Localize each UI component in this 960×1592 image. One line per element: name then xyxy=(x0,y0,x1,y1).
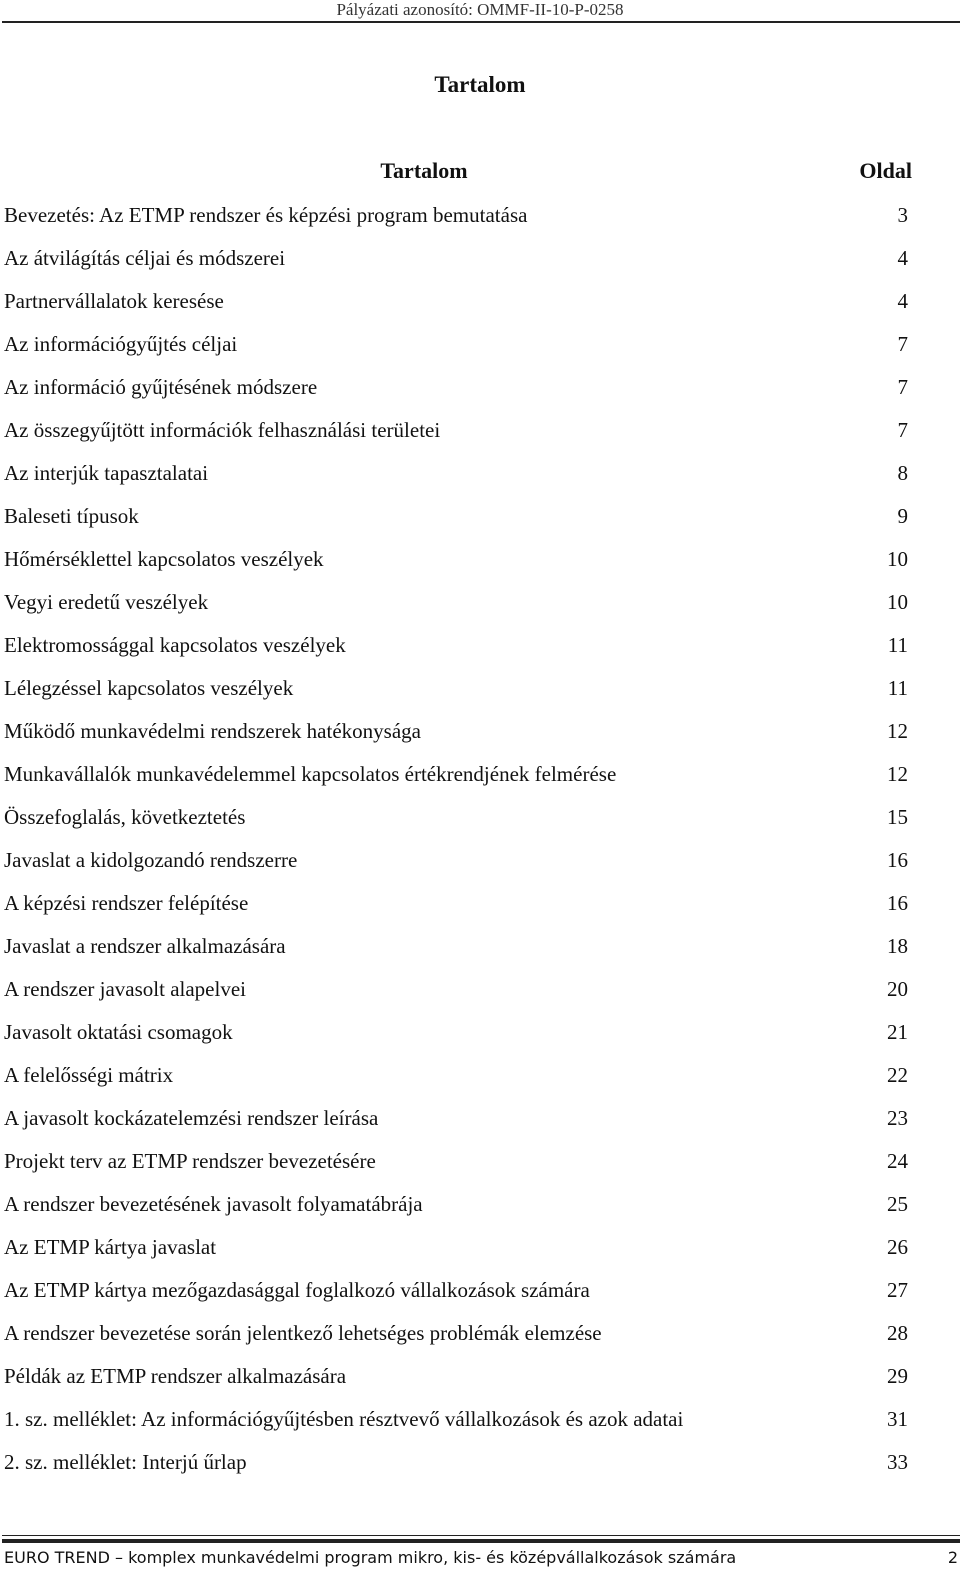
toc-entry xyxy=(4,1398,908,1441)
toc-entry-page: 11 xyxy=(887,633,908,657)
toc-page-column-header: Oldal xyxy=(859,158,912,183)
toc-entry xyxy=(4,323,908,366)
toc-entry-page: 10 xyxy=(887,547,908,571)
toc-entry xyxy=(4,1140,908,1183)
toc-entry-page: 12 xyxy=(887,762,908,786)
toc-entry xyxy=(4,1226,908,1269)
toc-entry xyxy=(4,409,908,452)
toc-entry-title: A felelősségi mátrix xyxy=(4,1063,174,1087)
toc-entry-title: Az ETMP kártya mezőgazdasággal foglalkozó vállalkozások számára xyxy=(4,1278,590,1302)
toc-entry-title: A javasolt kockázatelemzési rendszer leírása xyxy=(4,1106,379,1130)
toc-entry-title: Az információgyűjtés céljai xyxy=(4,332,238,356)
toc-entry-title: Az összegyűjtött információk felhasználási területei xyxy=(4,418,441,442)
toc-entry-page: 20 xyxy=(887,977,908,1001)
toc-entry-page: 18 xyxy=(887,934,908,958)
toc-entry-page: 12 xyxy=(887,719,908,743)
toc-entry-title: A képzési rendszer felépítése xyxy=(4,891,249,915)
toc-entry-title: Javaslat a rendszer alkalmazására xyxy=(4,934,286,958)
toc-entry xyxy=(4,882,908,925)
toc-entry xyxy=(4,538,908,581)
toc-entry-title: 1. sz. melléklet: Az információgyűjtésben résztvevő vállalkozások és azok adatai xyxy=(4,1407,684,1431)
toc-entry xyxy=(4,1269,908,1312)
toc-entry-page: 23 xyxy=(887,1106,908,1130)
toc-entry-page: 8 xyxy=(897,461,908,485)
toc-entry xyxy=(4,280,908,323)
toc-entry-title: A rendszer bevezetése során jelentkező lehetséges problémák elemzése xyxy=(4,1321,602,1345)
toc-entry-page: 21 xyxy=(887,1020,908,1044)
toc-entry-title: A rendszer javasolt alapelvei xyxy=(4,977,246,1001)
toc-entry-page: 22 xyxy=(887,1063,908,1087)
toc-entry-page: 26 xyxy=(887,1235,908,1259)
toc-entry-title: 2. sz. melléklet: Interjú űrlap xyxy=(4,1450,247,1474)
toc-entry xyxy=(4,194,908,237)
toc-entry-page: 3 xyxy=(897,203,908,227)
toc-entry-title: Bevezetés: Az ETMP rendszer és képzési program bemutatása xyxy=(4,203,528,227)
toc-entry-page: 24 xyxy=(887,1149,908,1173)
toc-entry-page: 9 xyxy=(897,504,908,528)
toc-entry-page: 16 xyxy=(887,891,908,915)
toc-entry-page: 16 xyxy=(887,848,908,872)
footer-rule-thick xyxy=(2,1539,960,1543)
toc-entry-page: 28 xyxy=(887,1321,908,1345)
toc-entry-title: Az interjúk tapasztalatai xyxy=(4,461,209,485)
toc-entry-title: Javasolt oktatási csomagok xyxy=(4,1020,233,1044)
toc-entry-title: A rendszer bevezetésének javasolt folyamatábrája xyxy=(4,1192,423,1216)
toc-entry xyxy=(4,710,908,753)
toc-entry-title: Projekt terv az ETMP rendszer bevezetésére xyxy=(4,1149,376,1173)
toc-entry-title: Lélegzéssel kapcsolatos veszélyek xyxy=(4,676,294,700)
toc-entry-title: Az átvilágítás céljai és módszerei xyxy=(4,246,286,270)
toc-title-column-header: Tartalom xyxy=(380,158,468,183)
toc-entry-page: 15 xyxy=(887,805,908,829)
toc-entry-page: 27 xyxy=(887,1278,908,1302)
toc-entry-title: Javaslat a kidolgozandó rendszerre xyxy=(4,848,298,872)
toc-entry xyxy=(4,452,908,495)
toc-entry xyxy=(4,1183,908,1226)
toc-entry xyxy=(4,1355,908,1398)
toc-entry-title: Összefoglalás, következtetés xyxy=(4,805,246,829)
toc-entry-page: 7 xyxy=(897,375,908,399)
toc-entry xyxy=(4,581,908,624)
toc-entry xyxy=(4,753,908,796)
footer-rule-thin xyxy=(2,1535,960,1536)
footer-page-number: 2 xyxy=(947,1548,958,1567)
toc-entry-page: 31 xyxy=(887,1407,908,1431)
table-of-contents xyxy=(4,150,912,1484)
toc-entry xyxy=(4,1312,908,1355)
toc-entry xyxy=(4,925,908,968)
toc-entry-page: 29 xyxy=(887,1364,908,1388)
toc-entry xyxy=(4,366,908,409)
toc-entry xyxy=(4,667,908,710)
toc-entry xyxy=(4,1011,908,1054)
toc-entry xyxy=(4,1097,908,1140)
footer-text: EURO TREND – komplex munkavédelmi program mikro, kis- és középvállalkozások számára xyxy=(4,1548,737,1567)
toc-entry xyxy=(4,839,908,882)
toc-entry-page: 4 xyxy=(897,289,908,313)
toc-entry-page: 25 xyxy=(887,1192,908,1216)
header-rule xyxy=(2,21,960,23)
toc-entry-page: 11 xyxy=(887,676,908,700)
toc-entry xyxy=(4,237,908,280)
toc-entry-title: Baleseti típusok xyxy=(4,504,139,528)
toc-entry xyxy=(4,796,908,839)
toc-entry xyxy=(4,1441,908,1484)
toc-entry-title: Partnervállalatok keresése xyxy=(4,289,224,313)
page-title: Tartalom xyxy=(434,72,526,97)
header-identifier: Pályázati azonosító: OMMF-II-10-P-0258 xyxy=(336,0,624,19)
toc-entry-page: 33 xyxy=(887,1450,908,1474)
toc-entry-list xyxy=(4,194,908,1484)
toc-entry xyxy=(4,968,908,1011)
toc-entry xyxy=(4,624,908,667)
toc-entry-title: Működő munkavédelmi rendszerek hatékonysága xyxy=(4,719,421,743)
toc-entry-title: Elektromossággal kapcsolatos veszélyek xyxy=(4,633,346,657)
toc-entry-page: 7 xyxy=(897,418,908,442)
toc-entry-page: 4 xyxy=(897,246,908,270)
toc-entry-page: 10 xyxy=(887,590,908,614)
toc-entry xyxy=(4,1054,908,1097)
toc-entry xyxy=(4,495,908,538)
toc-entry-title: Példák az ETMP rendszer alkalmazására xyxy=(4,1364,347,1388)
toc-entry-title: Az ETMP kártya javaslat xyxy=(4,1235,217,1259)
toc-entry-title: Hőmérséklettel kapcsolatos veszélyek xyxy=(4,547,324,571)
toc-entry-title: Vegyi eredetű veszélyek xyxy=(4,590,209,614)
footer xyxy=(4,1548,958,1568)
toc-entry-title: Az információ gyűjtésének módszere xyxy=(4,375,318,399)
toc-header xyxy=(4,150,912,194)
toc-entry-title: Munkavállalók munkavédelemmel kapcsolatos értékrendjének felmérése xyxy=(4,762,617,786)
toc-entry-page: 7 xyxy=(897,332,908,356)
